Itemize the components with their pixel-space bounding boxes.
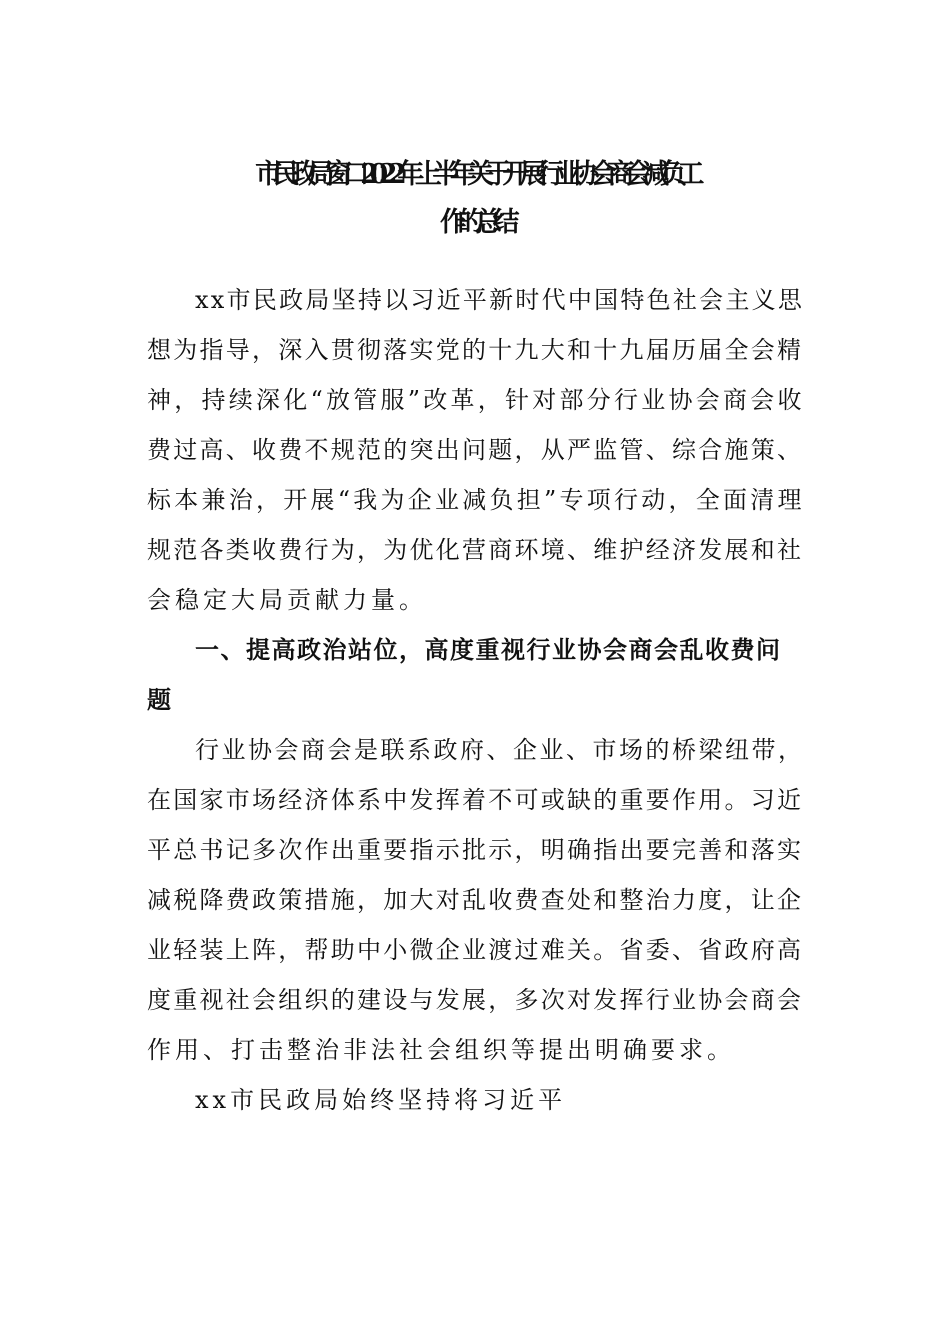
section-1-heading-line-1: 一、提高政治站位，高度重视行业协会商会乱收费问 — [195, 636, 782, 664]
intro-line-5: 标本兼治，开展“我为企业减负担”专项行动，全面清理 — [147, 486, 805, 514]
intro-line-6: 规范各类收费行为，为优化营商环境、维护经济发展和社 — [147, 536, 804, 564]
intro-line-1: xx市民政局坚持以习近平新时代中国特色社会主义思 — [195, 286, 805, 314]
section-1-line-5: 业轻装上阵，帮助中小微企业渡过难关。省委、省政府高 — [147, 936, 804, 964]
intro-line-4: 费过高、收费不规范的突出问题，从严监管、综合施策、 — [147, 436, 804, 464]
section-1-line-1: 行业协会商会是联系政府、企业、市场的桥梁纽带， — [195, 736, 805, 764]
section-1-line-2: 在国家市场经济体系中发挥着不可或缺的重要作用。习近 — [147, 786, 804, 814]
intro-line-2: 想为指导，深入贯彻落实党的十九大和十九届历届全会精 — [147, 336, 804, 364]
section-1-line-4: 减税降费政策措施，加大对乱收费查处和整治力度，让企 — [147, 886, 804, 914]
document-title-line-2: 作的总结 — [440, 207, 510, 238]
section-1-heading-line-2: 题 — [147, 686, 173, 714]
section-1-line-3: 平总书记多次作出重要指示批示，明确指出要完善和落实 — [147, 836, 804, 864]
section-1-line-7: 作用、打击整治非法社会组织等提出明确要求。 — [147, 1036, 735, 1064]
intro-line-7: 会稳定大局贡献力量。 — [147, 586, 427, 614]
section-1-line-6: 度重视社会组织的建设与发展，多次对发挥行业协会商会 — [147, 986, 804, 1014]
section-1-tail-line: xx市民政局始终坚持将习近平 — [195, 1086, 567, 1114]
document-title-line-1: 市民政局窗口2022年上半年关于开展行业协会商会减负工 — [255, 159, 695, 190]
intro-line-3: 神，持续深化“放管服”改革，针对部分行业协会商会收 — [147, 386, 805, 414]
